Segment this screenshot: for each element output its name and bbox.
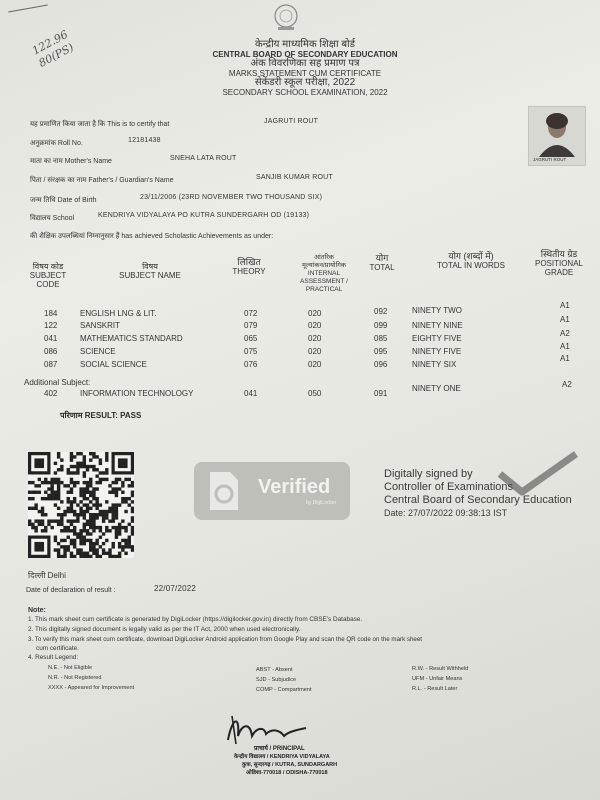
row-ia: 020 (308, 360, 322, 369)
stamp-line2: केन्द्रीय विद्यालय / KENDRIYA VIDYALAYA (234, 754, 330, 760)
place-of-issue: दिल्ली Delhi (28, 571, 66, 580)
legend-rw: R.W. - Result Withheld (412, 666, 469, 672)
col-total-hi: योग (375, 253, 389, 263)
principal-signature-icon (222, 710, 312, 750)
legend-comp: COMP - Compartment (256, 687, 312, 693)
document-header (140, 40, 470, 97)
exam-title-hindi: सेकेंडरी स्कूल परीक्षा, 2022 (254, 77, 356, 88)
row-code: 122 (44, 321, 58, 330)
verified-sub: by DigiLocker (306, 500, 337, 506)
row-theory: 079 (244, 321, 258, 330)
col-total-en: TOTAL (369, 263, 395, 272)
row-words: NINETY SIX (412, 360, 457, 369)
principal-stamp (234, 745, 337, 777)
roll-label: अनुक्रमांक Roll No. (30, 140, 83, 147)
row-grade: A1 (560, 354, 570, 363)
legend-nr: N.R. - Not Registered (48, 675, 102, 681)
certify-value: JAGRUTI ROUT (264, 118, 319, 125)
cert-title-hindi: अंक विवरणिका सह प्रमाण पत्र (250, 58, 360, 69)
row-grade: A1 (560, 301, 570, 310)
col-header-ia (282, 254, 366, 294)
table-row (0, 301, 600, 321)
notes-title: Note: (28, 607, 46, 614)
col-ia-en3: PRACTICAL (305, 286, 343, 293)
additional-subject-label: Additional Subject: (24, 378, 91, 387)
legend-abst: ABST - Absent (256, 667, 293, 673)
row-subject: INFORMATION TECHNOLOGY (80, 389, 194, 398)
col-grade-en2: GRADE (544, 268, 574, 277)
qr-code-icon (28, 452, 134, 558)
col-ia-hi2: मूल्यांकन/प्रायोगिक (302, 262, 346, 269)
handwritten-note: 122.96 80(PS) (30, 27, 76, 70)
col-ia-hi1: आंतरिक (314, 254, 334, 261)
board-name-hindi: केन्द्रीय माध्यमिक शिक्षा बोर्ड (255, 39, 355, 50)
row-ia: 050 (308, 389, 322, 398)
col-ia-en1: INTERNAL (307, 270, 341, 277)
col-name-en: SUBJECT NAME (119, 271, 181, 280)
row-grade: A2 (560, 329, 570, 338)
verified-badge (194, 462, 350, 520)
row-subject: SCIENCE (80, 347, 116, 356)
table-row (0, 354, 600, 372)
row-code: 041 (44, 334, 58, 343)
board-name-english: CENTRAL BOARD OF SECONDARY EDUCATION (212, 49, 398, 59)
row-total: 092 (374, 307, 388, 316)
table-row (0, 329, 600, 346)
mother-label: माता का नाम Mother's Name (30, 158, 112, 165)
row-grade: A1 (560, 315, 570, 324)
col-header-total (360, 254, 404, 272)
ds-line4: Date: 27/07/2022 09:38:13 IST (384, 508, 508, 518)
row-words: NINETY ONE (412, 384, 461, 393)
row-theory: 041 (244, 389, 258, 398)
row-words: EIGHTY FIVE (412, 334, 462, 343)
row-theory: 075 (244, 347, 258, 356)
school-label: विद्यालय School (30, 215, 75, 222)
col-header-name (100, 262, 200, 280)
row-total: 091 (374, 389, 388, 398)
col-header-code (22, 262, 74, 289)
declaration-label: Date of declaration of result : (26, 587, 116, 594)
row-ia: 020 (308, 309, 322, 318)
row-subject: MATHEMATICS STANDARD (80, 334, 183, 343)
ds-line2: Controller of Examinations (384, 481, 514, 493)
row-grade: A2 (562, 380, 572, 389)
row-total: 085 (374, 334, 388, 343)
row-total: 099 (374, 321, 388, 330)
digital-signature (384, 468, 572, 520)
col-words-hi: योग (शब्दों में) (448, 251, 494, 261)
dob-value: 23/11/2006 (23RD NOVEMBER TWO THOUSAND SIX) (140, 194, 323, 201)
verified-word: Verified (258, 476, 331, 498)
col-code-en1: SUBJECT (29, 271, 67, 280)
mother-value: SNEHA LATA ROUT (170, 155, 237, 162)
col-grade-hi: स्थितीय ग्रेड (540, 249, 578, 259)
exam-title-english: SECONDARY SCHOOL EXAMINATION, 2022 (222, 87, 388, 97)
row-subject: SANSKRIT (80, 321, 121, 330)
father-value: SANJIB KUMAR ROUT (256, 174, 333, 181)
legend-sjd: SJD - Subjudice (256, 677, 297, 683)
note-2: 2. This digitally signed document is legally valid as per the IT Act, 2000 when used electronically. (28, 626, 301, 633)
col-code-en2: CODE (36, 280, 60, 289)
father-label: पिता / संरक्षक का नाम Father's / Guardian's Name (30, 177, 174, 184)
row-ia: 020 (308, 334, 322, 343)
col-header-grade (524, 250, 594, 277)
ds-line3: Central Board of Secondary Education (384, 494, 572, 506)
achievement-label: की शैक्षिक उपलब्धियां निम्नानुसार हैं has achieved Scholastic Achievements as under: (30, 233, 274, 240)
student-photo (528, 106, 586, 166)
col-code-hi: विषय कोड (32, 262, 64, 271)
stamp-line4: ओडिशा-770018 / ODISHA-770018 (246, 770, 328, 776)
row-words: NINETY TWO (412, 306, 462, 315)
row-theory: 072 (244, 309, 258, 318)
col-name-hi: विषय (142, 262, 158, 271)
row-subject: SOCIAL SCIENCE (80, 360, 147, 369)
row-total: 095 (374, 347, 388, 356)
col-theory-en: THEORY (232, 267, 266, 276)
row-ia: 020 (308, 347, 322, 356)
col-words-en: TOTAL IN WORDS (437, 261, 505, 270)
col-ia-en2: ASSESSMENT / (300, 278, 348, 285)
row-theory: 065 (244, 334, 258, 343)
declaration-value: 22/07/2022 (154, 584, 197, 593)
row-total: 096 (374, 360, 388, 369)
photo-caption: JAGRUTI ROUT (533, 157, 567, 162)
note-3a: 3. To verify this mark sheet cum certificate, download DigiLocker Android application from Google Play and scan the QR code on the mark sheet (28, 636, 423, 643)
cbse-emblem-icon (272, 2, 300, 32)
certify-label: यह प्रमाणित किया जाता है कि This is to certify that (30, 121, 170, 128)
legend-ufm: UFM - Unfair Means (412, 676, 463, 682)
col-header-theory (224, 258, 274, 276)
row-subject: ENGLISH LNG & LIT. (80, 309, 157, 318)
table-row (0, 342, 600, 359)
row-ia: 020 (308, 321, 322, 330)
cert-title-english: MARKS STATEMENT CUM CERTIFICATE (228, 68, 382, 78)
row-code: 087 (44, 360, 58, 369)
row-words: NINETY FIVE (412, 347, 462, 356)
school-value: KENDRIYA VIDYALAYA PO KUTRA SUNDERGARH OD (19133) (98, 212, 310, 219)
row-theory: 076 (244, 360, 258, 369)
document-verified-icon (204, 468, 244, 514)
row-code: 184 (44, 309, 58, 318)
dob-label: जन्म तिथि Date of Birth (30, 197, 97, 204)
ds-line1: Digitally signed by (384, 468, 473, 480)
row-code: 086 (44, 347, 58, 356)
stamp-line1: प्राचार्य / PRINCIPAL (254, 746, 305, 752)
row-grade: A1 (560, 342, 570, 351)
row-code: 402 (44, 389, 58, 398)
table-row (0, 315, 600, 333)
col-header-words (416, 252, 526, 270)
note-4: 4. Result Legend: (28, 654, 79, 661)
note-3b: cum certificate. (36, 645, 79, 652)
verification-qr-code[interactable] (28, 452, 134, 558)
stamp-line3: कुत्रा, सुन्दरगढ़ / KUTRA, SUNDARGARH (242, 762, 338, 768)
note-1: 1. This mark sheet cum certificate is generated by DigiLocker (https://digilocker.gov.in) directly from CBSE's Database. (28, 616, 363, 623)
legend-ne: N.E. - Not Eligible (48, 665, 93, 671)
result-status: परिणाम RESULT: PASS (60, 411, 142, 420)
row-words: NINETY NINE (412, 321, 463, 330)
col-theory-hi: लिखित (237, 257, 261, 267)
roll-value: 12181438 (128, 137, 161, 144)
legend-xxxx: XXXX - Appeared for Improvement (48, 685, 135, 691)
student-portrait-icon (529, 107, 585, 157)
pencil-arrow-mark (8, 5, 48, 13)
col-grade-en1: POSITIONAL (534, 259, 583, 268)
legend-rl: R.L. - Result Later (412, 686, 458, 692)
